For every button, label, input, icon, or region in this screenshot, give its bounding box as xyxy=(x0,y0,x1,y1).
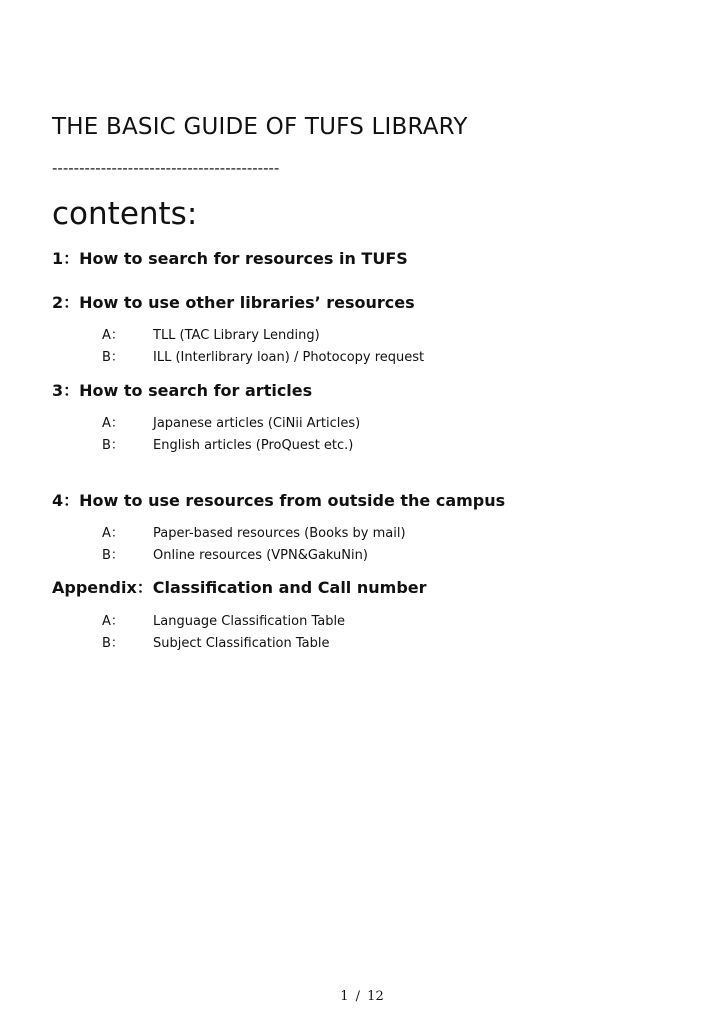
list-item-text: Online resources (VPN&GakuNin) xyxy=(153,548,368,563)
list-item-letter: A： xyxy=(102,526,124,541)
list-item-letter: B： xyxy=(102,350,124,365)
list-item-text: Subject Classification Table xyxy=(153,636,330,651)
page-number: 1 / 12 xyxy=(340,989,384,1004)
list-item-letter: A： xyxy=(102,614,124,629)
section-heading-3: 3：How to search for articles xyxy=(52,381,313,400)
list-item-letter: A： xyxy=(102,328,124,343)
list-item-letter: B： xyxy=(102,548,124,563)
list-item-letter: B： xyxy=(102,438,124,453)
list-item-letter: A： xyxy=(102,416,124,431)
list-item-text: Paper-based resources (Books by mail) xyxy=(153,526,406,541)
list-item xyxy=(102,324,320,343)
contents-heading: contents: xyxy=(52,196,198,232)
section-heading-4: 4：How to use resources from outside the campus xyxy=(52,491,506,510)
list-item xyxy=(102,610,345,629)
list-item xyxy=(102,346,424,365)
list-item-text: TLL (TAC Library Lending) xyxy=(153,328,320,343)
list-item xyxy=(102,632,330,651)
section-heading-1: 1：How to search for resources in TUFS xyxy=(52,249,408,268)
list-item xyxy=(102,434,353,453)
list-item-text: ILL (Interlibrary loan) / Photocopy request xyxy=(153,350,425,365)
section-heading-appendix: Appendix：Classification and Call number xyxy=(52,578,427,597)
list-item-letter: B： xyxy=(102,636,124,651)
title-divider: ------------------------------------------ xyxy=(52,159,280,177)
document-title: THE BASIC GUIDE OF TUFS LIBRARY xyxy=(52,114,468,140)
list-item xyxy=(102,522,406,541)
list-item-text: English articles (ProQuest etc.) xyxy=(153,438,354,453)
list-item-text: Japanese articles (CiNii Articles) xyxy=(153,416,361,431)
list-item xyxy=(102,412,360,431)
list-item-text: Language Classification Table xyxy=(153,614,346,629)
section-heading-2: 2：How to use other libraries’ resources xyxy=(52,293,415,312)
list-item xyxy=(102,544,368,563)
